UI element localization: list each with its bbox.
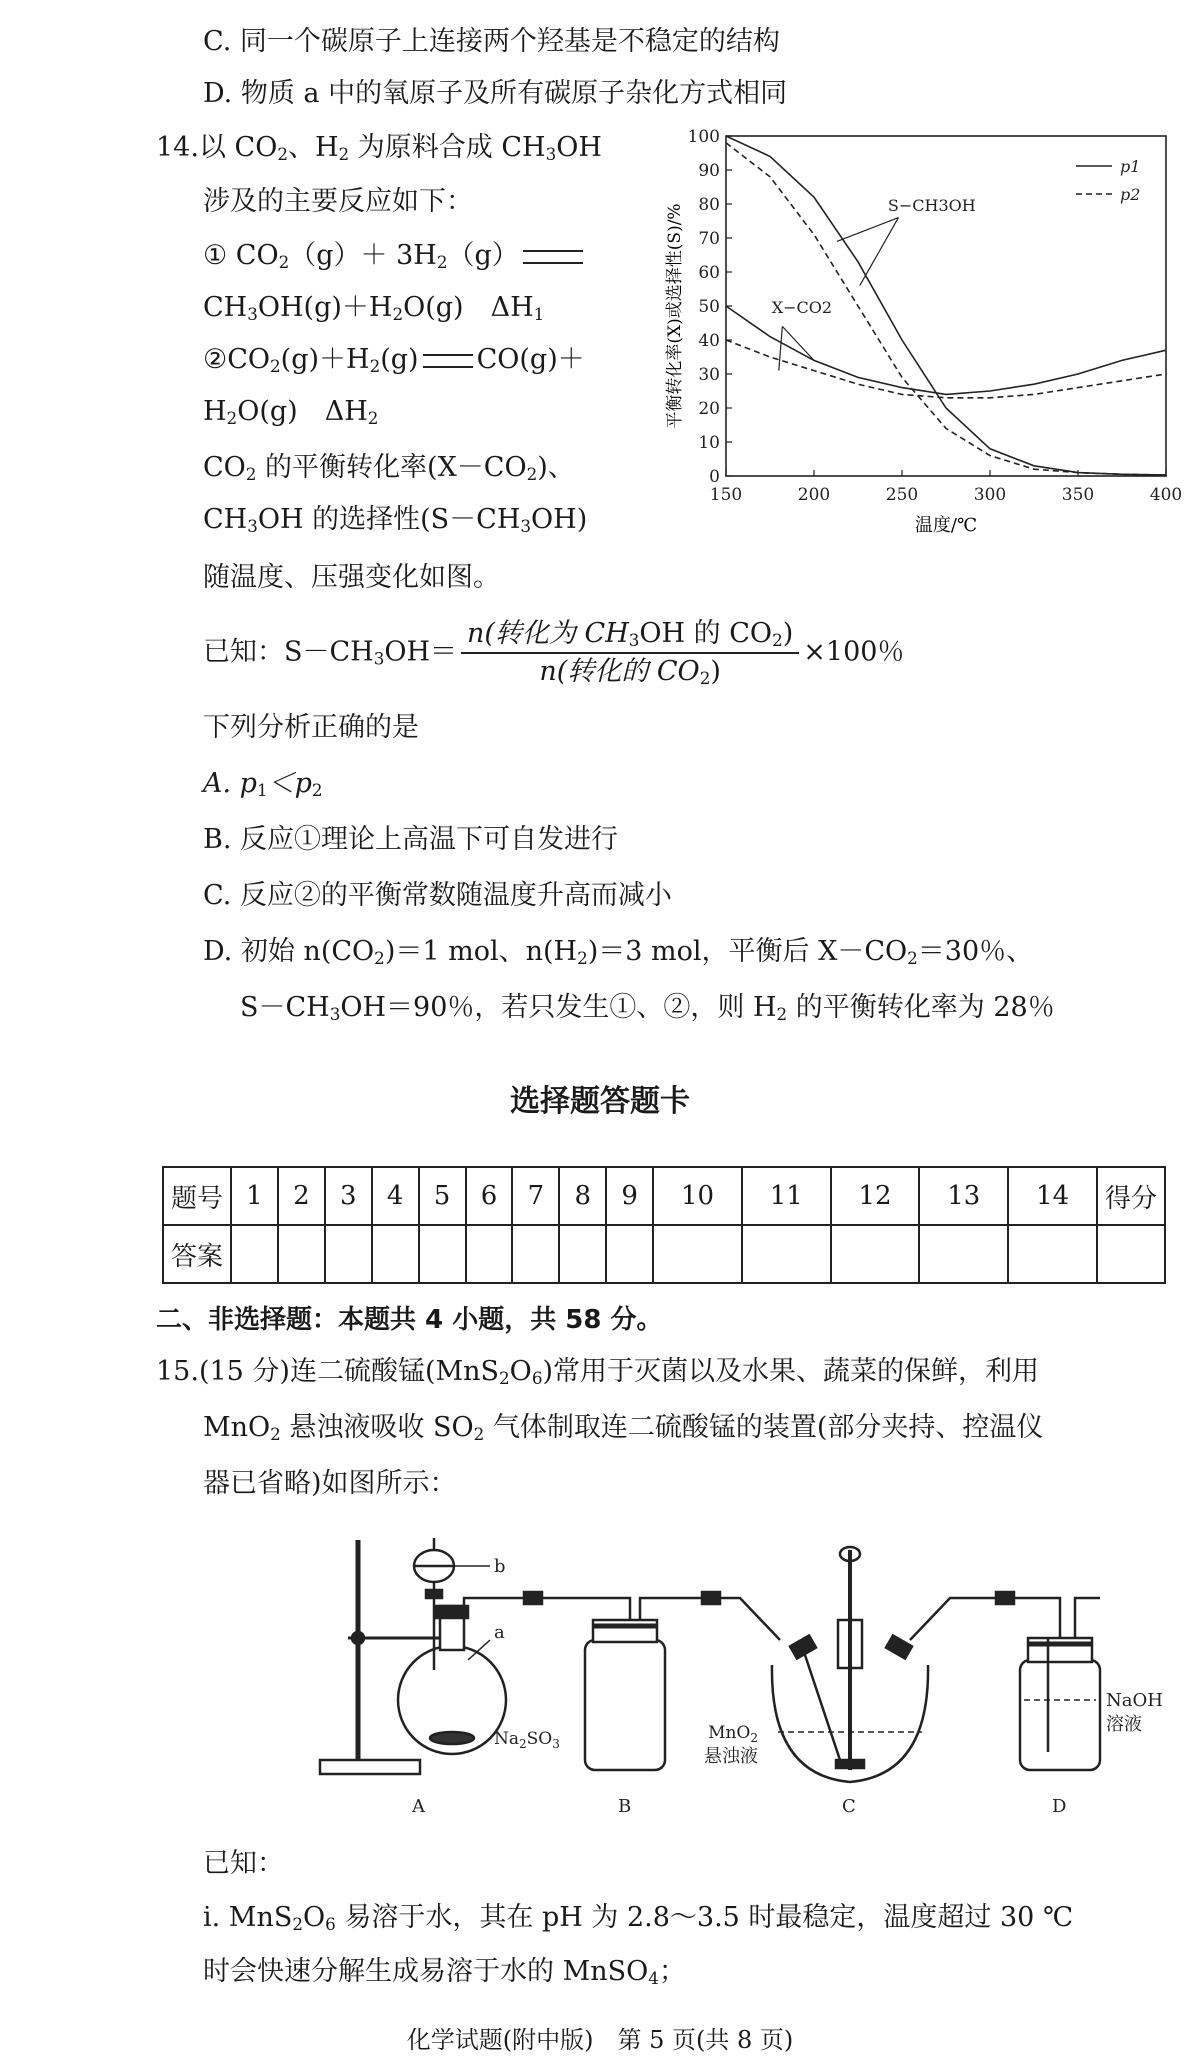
label-b: b	[494, 1556, 506, 1577]
label-mno2: MnO$_2$	[708, 1723, 758, 1745]
funnel-stopcock	[426, 1590, 442, 1598]
equilibrium-chart	[656, 126, 1183, 536]
question-number-cell: 11	[742, 1167, 831, 1225]
answer-cell[interactable]	[653, 1225, 742, 1283]
question-number-cell: 5	[419, 1167, 466, 1225]
q15-line1: 15.(15 分)连二硫酸锰$(MnS_2O_6)$常用于灭菌以及水果、蔬菜的保鲜，利用	[156, 1356, 1040, 1389]
answer-cell[interactable]	[231, 1225, 278, 1283]
legend-label-1: p1	[1120, 157, 1141, 176]
y-tick-label: 20	[698, 399, 720, 419]
score-label-cell: 得分	[1097, 1167, 1165, 1225]
answer-cell[interactable]	[606, 1225, 653, 1283]
y-tick-label: 90	[698, 161, 720, 181]
y-tick-label: 50	[698, 297, 720, 317]
flask-c-left-stopper	[790, 1635, 816, 1658]
x-tick-label: 400	[1149, 485, 1183, 505]
q15-known-label: 已知：	[203, 1848, 284, 1879]
answer-cell[interactable]	[278, 1225, 325, 1283]
option-c-prev: C. 同一个碳原子上连接两个羟基是不稳定的结构	[203, 26, 780, 57]
row-label-answer: 答案	[163, 1225, 231, 1283]
y-tick-label: 10	[698, 433, 720, 453]
answer-cell[interactable]	[1008, 1225, 1097, 1283]
label-a: a	[494, 1622, 505, 1643]
q15-line2: MnO$_2$ 悬浊液吸收 $SO_2$ 气体制取连二硫酸锰的装置(部分夹持、控温仪	[203, 1412, 1044, 1445]
option-d-line2: $S-CH_3OH=90$％，若只发生①、②，则 $H_2$ 的平衡转化率为 28％	[240, 992, 1055, 1025]
series-line-2	[726, 306, 1166, 394]
question-number-cell: 7	[512, 1167, 559, 1225]
reaction-2-line1: $②CO_2(g)+H_2(g)$ CO(g)＋	[203, 344, 585, 377]
equals-sign	[423, 354, 473, 368]
annotation-selectivity: S−CH3OH	[887, 195, 976, 215]
q15-known-1: ⅰ. $MnS_2O_6$ 易溶于水，其在 pH 为 2.8～3.5 时最稳定，温度超过 30 ℃	[203, 1902, 1074, 1935]
annotation-conversion: X−CO2	[771, 297, 833, 317]
q14-stem: 下列分析正确的是	[203, 712, 419, 743]
answer-cell[interactable]	[559, 1225, 606, 1283]
annotation-leader-4	[782, 326, 814, 360]
answer-cell[interactable]	[742, 1225, 831, 1283]
label-apparatus-b: B	[618, 1796, 632, 1817]
option-a: A. $p_1<p_2$	[203, 768, 323, 801]
q15-line3: 器已省略)如图所示：	[203, 1468, 457, 1499]
page-footer: 化学试题(附中版) 第 5 页(共 8 页)	[406, 2026, 794, 2054]
y-tick-label: 80	[698, 195, 720, 215]
x-tick-label: 350	[1061, 485, 1095, 505]
question-number-cell: 9	[606, 1167, 653, 1225]
question-number-cell: 13	[919, 1167, 1008, 1225]
bottle-b	[585, 1640, 665, 1770]
tube-c-d	[910, 1598, 1060, 1640]
answer-card-table	[162, 1166, 1166, 1284]
x-tick-label: 200	[797, 485, 831, 505]
selectivity-formula: 已知：$S-CH_3OH=$ $\frac{n(转化为 CH_3OH 的 CO_2)}{n(转化的 CO_2)}$ ×100％	[203, 618, 905, 689]
flask-c-right-stopper	[886, 1635, 912, 1658]
tube-a-b	[464, 1598, 630, 1620]
bottle-d-outlet	[1075, 1598, 1100, 1638]
answer-cell[interactable]	[372, 1225, 419, 1283]
answer-card-number-row	[163, 1167, 1165, 1225]
connector-3	[996, 1592, 1014, 1604]
bottle-b-stopper	[593, 1620, 657, 1642]
na2so3-solid	[430, 1732, 474, 1744]
answer-cell[interactable]	[831, 1225, 920, 1283]
y-tick-label: 40	[698, 331, 720, 351]
answer-cell[interactable]	[325, 1225, 372, 1283]
x-tick-label: 300	[973, 485, 1007, 505]
label-apparatus-a: A	[412, 1796, 425, 1817]
stirrer-blade	[836, 1760, 864, 1768]
apparatus-diagram	[300, 1520, 1200, 1840]
reaction-1-line1: ① $CO_2(g)+ 3H_2(g)$	[203, 238, 587, 274]
stand-base	[320, 1760, 420, 1774]
label-apparatus-c: C	[842, 1796, 856, 1817]
question-number-cell: 8	[559, 1167, 606, 1225]
question-number-cell: 4	[372, 1167, 419, 1225]
row-label-number: 题号	[163, 1167, 231, 1225]
answer-card-answer-row	[163, 1225, 1165, 1283]
y-tick-label: 30	[698, 365, 720, 385]
y-tick-label: 60	[698, 263, 720, 283]
q14-intro2: 涉及的主要反应如下：	[203, 186, 473, 217]
connector-2	[702, 1592, 720, 1604]
y-tick-label: 0	[709, 467, 720, 487]
fraction-numerator: n(转化为 $CH_3OH$ 的 $CO_2$)	[461, 618, 799, 654]
question-number-cell: 1	[231, 1167, 278, 1225]
q14-intro: 14.以 $CO_2$、$H_2$ 为原料合成 $CH_3OH$	[156, 132, 602, 165]
label-apparatus-d: D	[1052, 1796, 1067, 1817]
x-axis-label: 温度/℃	[914, 515, 978, 536]
x-tick-label: 150	[709, 485, 743, 505]
q15-known-1b: 时会快速分解生成易溶于水的 MnSO$_4$；	[203, 1956, 686, 1989]
label-solution: 溶液	[1106, 1714, 1142, 1735]
x-tick-label: 250	[885, 485, 919, 505]
option-d-prev: D. 物质 a 中的氧原子及所有碳原子杂化方式相同	[203, 78, 788, 109]
connector-1	[524, 1592, 542, 1604]
bottle-d	[1020, 1660, 1100, 1770]
reaction-1-line2: $CH_3OH(g)+H_2O(g)$ $\Delta H_1$	[203, 292, 545, 325]
answer-cell[interactable]	[419, 1225, 466, 1283]
section-2-heading: 二、非选择题：本题共 4 小题，共 58 分。	[156, 1305, 663, 1335]
annotation-leader-3	[779, 326, 783, 370]
clamp-knob	[352, 1632, 364, 1644]
answer-cell[interactable]	[512, 1225, 559, 1283]
q14-text-1: $CO_2$ 的平衡转化率$(X-CO_2)$、	[203, 452, 575, 485]
equilibrium-sign	[523, 250, 583, 264]
answer-card-title: 选择题答题卡	[510, 1084, 690, 1119]
legend-label-2: p2	[1120, 185, 1141, 204]
y-tick-label: 100	[687, 127, 720, 147]
y-tick-label: 70	[698, 229, 720, 249]
answer-cell[interactable]	[919, 1225, 1008, 1283]
question-number-cell: 6	[466, 1167, 513, 1225]
question-number-cell: 3	[325, 1167, 372, 1225]
formula-fraction	[461, 618, 799, 688]
q14-text-2: $CH_3OH$ 的选择性$(S-CH_3OH)$	[203, 504, 588, 537]
q14-text-3: 随温度、压强变化如图。	[203, 562, 500, 593]
y-axis-label: 平衡转化率(X)或选择性(S)/%	[665, 203, 685, 429]
reaction-2-line2: $H_2O(g)$ $\Delta H_2$	[203, 396, 379, 429]
label-suspension: 悬浊液	[704, 1746, 758, 1767]
question-number-cell: 2	[278, 1167, 325, 1225]
score-cell[interactable]	[1097, 1225, 1165, 1283]
question-number-cell: 14	[1008, 1167, 1097, 1225]
option-b: B. 反应①理论上高温下可自发进行	[203, 824, 619, 855]
annotation-leader-2	[860, 218, 899, 286]
label-naoh: NaOH	[1106, 1690, 1163, 1711]
annotation-leader-1	[837, 218, 899, 242]
option-c: C. 反应②的平衡常数随温度升高而减小	[203, 880, 672, 911]
answer-cell[interactable]	[466, 1225, 513, 1283]
option-d-line1: D. 初始 $n(CO_2)=1$ mol、$n(H_2)=3$ mol，平衡后 $X-CO_2=30$％、	[203, 936, 1034, 969]
question-number-cell: 12	[831, 1167, 920, 1225]
fraction-denominator: n(转化的 $CO_2$)	[539, 656, 721, 689]
question-number-cell: 10	[653, 1167, 742, 1225]
label-na2so3: $Na_2SO_3$	[494, 1729, 560, 1751]
